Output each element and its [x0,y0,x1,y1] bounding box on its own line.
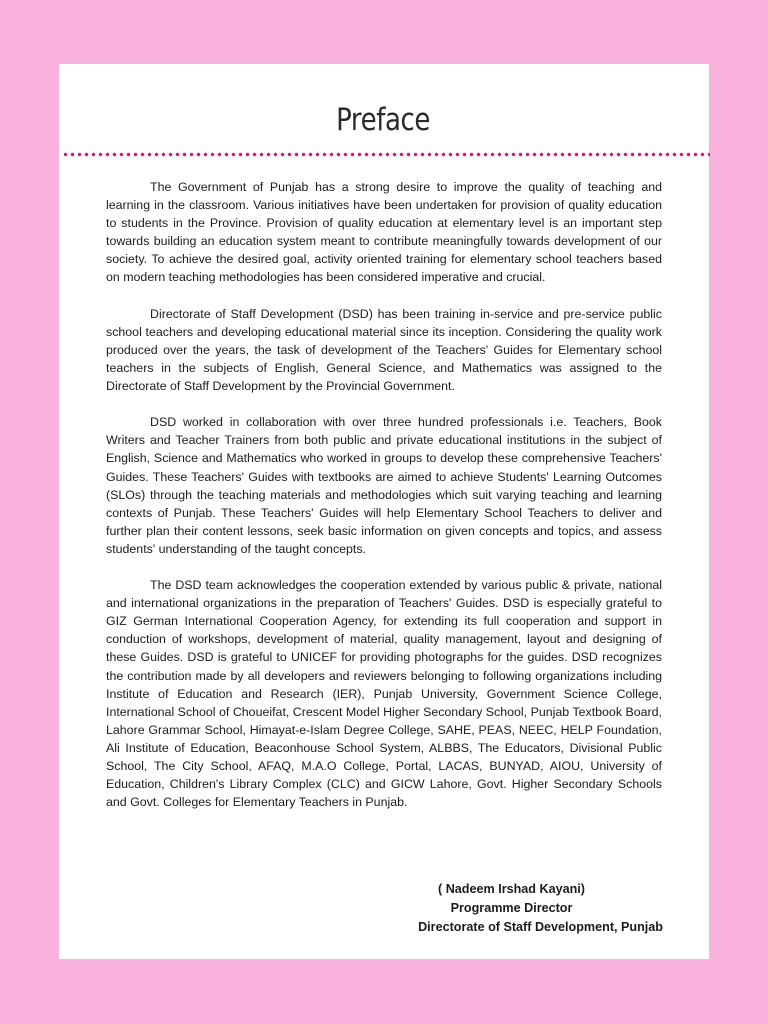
signature-block [360,880,663,937]
signatory-name: ( Nadeem Irshad Kayani) [438,882,585,896]
dotted-divider [62,152,710,157]
paragraph-4: The DSD team acknowledges the cooperation extended by various public & private, national and international organizations in the preparation of Teachers' Guides. DSD is especially grateful to GIZ German International Cooperation Agency, for extending its full cooperation and support in conduction of workshops, development of material, quality management, layout and designing of these Guides. DSD is grateful to UNICEF for providing photographs for the guides. DSD recognizes the contribution made by all developers and reviewers belonging to following organizations including Institute of Education and Research (IER), Punjab University, Government Science College, International School of Choueifat, Crescent Model Higher Secondary School, Punjab Textbook Board, Lahore Grammar School, Himayat-e-Islam Degree College, SAHE, PEAS, NEEC, HELP Foundation, Ali Institute of Education, Beaconhouse School System, ALBBS, The Educators, Divisional Public School, The City School, AFAQ, M.A.O College, Portal, LACAS, BUNYAD, AIOU, University of Education, Children's Library Complex (CLC) and GICW Lahore, Govt. Higher Secondary Schools and Govt. Colleges for Elementary Teachers in Punjab. [106,578,662,810]
page-title: Preface [336,102,431,138]
signatory-position: Programme Director [450,901,573,915]
paragraph-3: DSD worked in collaboration with over three hundred professionals i.e. Teachers, Book Writers and Teacher Trainers from both public and private educational institutions in the subject of English, Science and Mathematics who worked in groups to develop these comprehensive Teachers' Guides. These Teachers' Guides with textbooks are aimed to achieve Students' Learning Outcomes (SLOs) through the teaching materials and methodologies which suit varying teaching and learning contexts of Punjab. These Teachers' Guides will help Elementary School Teachers to deliver and further plan their content lessons, seek basic information on given concepts and topics, and assess students' understanding of the taught concepts. [106,415,662,556]
paragraph-1: The Government of Punjab has a strong desire to improve the quality of teaching and learning in the classroom. Various initiatives have been undertaken for provision of quality education to students in the Province. Provision of quality education at elementary level is an important step towards building an education system meant to contribute meaningfully towards development of our society. To achieve the desired goal, activity oriented training for elementary school teachers based on modern teaching methodologies has been considered imperative and crucial. [106,180,662,285]
paragraph-2: Directorate of Staff Development (DSD) has been training in-service and pre-service public school teachers and developing educational material since its inception. Considering the quality work produced over the years, the task of development of the Teachers' Guides for Elementary school teachers in the subjects of English, General Science, and Mathematics was assigned to the Directorate of Staff Development by the Provincial Government. [106,306,662,394]
signatory-organization: Directorate of Staff Development, Punjab [418,920,663,934]
preface-body [106,178,662,829]
